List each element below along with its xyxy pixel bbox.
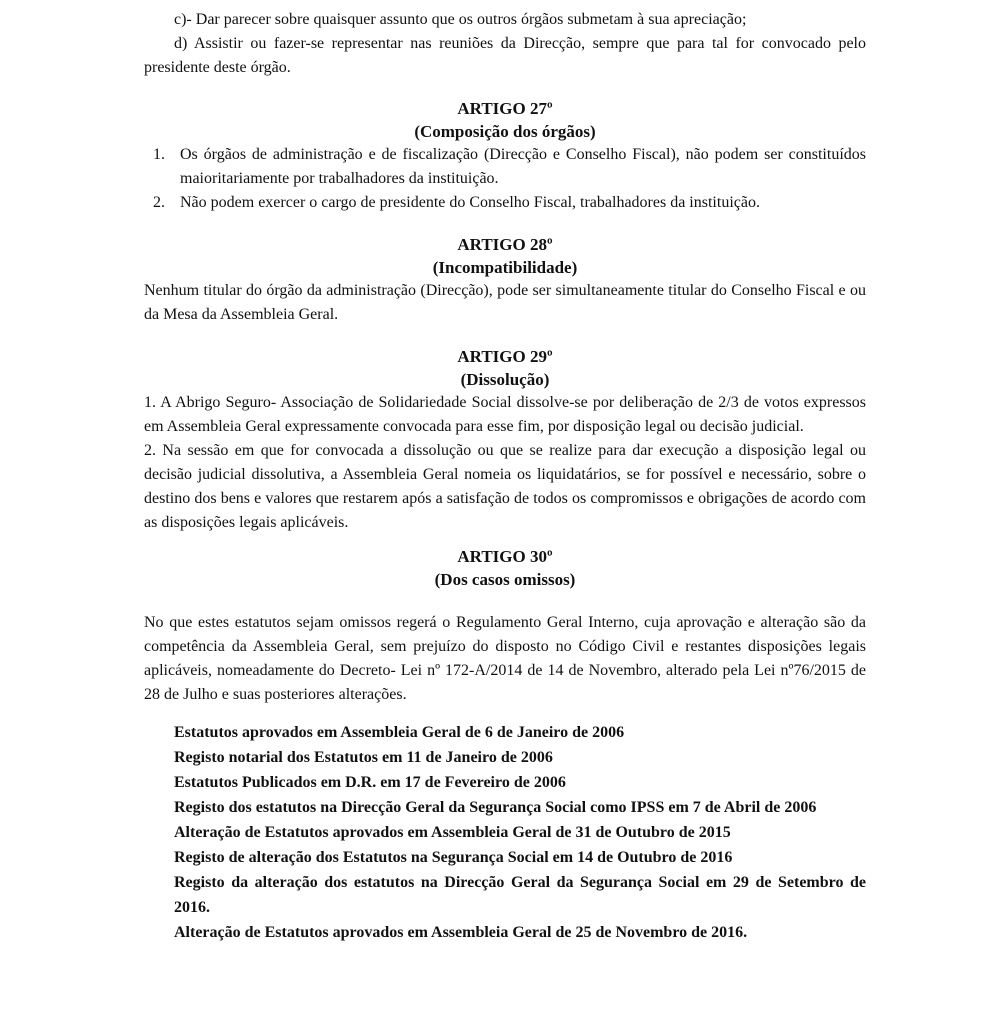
article-28-title: ARTIGO 28º: [457, 235, 553, 254]
article-30-subtitle: (Dos casos omissos): [434, 570, 576, 589]
article-30-section: [144, 545, 866, 707]
article-30-title: ARTIGO 30º: [457, 547, 553, 566]
article-27-subtitle: (Composição dos órgãos): [414, 122, 596, 141]
article-29-paragraph-2: 2. Na sessão em que for convocada a dissolução ou que se realize para dar execução a disposição legal ou decisão judicial dissolutiva, a Assembleia Geral nomeia os liquidatários, se for possível e necessário, sobre o destino dos bens e valores que restarem após a satisfação de todos os compromissos e obrigações de acordo com as disposições legais aplicáveis.: [144, 442, 866, 531]
article-28-paragraph: Nenhum titular do órgão da administração (Direcção), pode ser simultaneamente titular do Conselho Fiscal e ou da Mesa da Assembleia Geral.: [144, 282, 866, 323]
approval-record-item: Estatutos Publicados em D.R. em 17 de Fevereiro de 2006: [174, 774, 566, 791]
approval-record-item: Registo notarial dos Estatutos em 11 de Janeiro de 2006: [174, 749, 553, 766]
article-28-subtitle: (Incompatibilidade): [432, 258, 578, 277]
numbered-item-1: [144, 143, 866, 191]
article-29-title: ARTIGO 29º: [457, 347, 553, 366]
article-29-subtitle: (Dissolução): [460, 370, 550, 389]
article-27-title: ARTIGO 27º: [457, 99, 553, 118]
approval-record-item: Registo de alteração dos Estatutos na Segurança Social em 14 de Outubro de 2016: [174, 849, 733, 866]
item-text: Os órgãos de administração e de fiscalização (Direcção e Conselho Fiscal), não podem ser constituídos maioritariamente por trabalhadores da instituição.: [180, 146, 866, 187]
intro-clause-d: d) Assistir ou fazer-se representar nas reuniões da Direcção, sempre que para tal for convocado pelo presidente deste órgão.: [144, 35, 866, 76]
article-27-section: [144, 97, 866, 215]
item-number: 2.: [153, 194, 165, 211]
article-29-paragraph-1: 1. A Abrigo Seguro- Associação de Solidariedade Social dissolve-se por deliberação de 2/3 de votos expressos em Assembleia Geral expressamente convocada para esse fim, por disposição legal ou decisão judicial.: [144, 394, 866, 435]
intro-clause-c: c)- Dar parecer sobre quaisquer assunto que os outros órgãos submetam à sua apreciação;: [174, 11, 747, 28]
article-30-paragraph: No que estes estatutos sejam omissos regerá o Regulamento Geral Interno, cuja aprovação e alteração são da competência da Assembleia Geral, sem prejuízo do disposto no Código Civil e restantes disposições legais aplicáveis, nomeadamente do Decreto- Lei nº 172-A/2014 de 14 de Novembro, alterado pela Lei nº76/2015 de 28 de Julho e suas posteriores alterações.: [144, 614, 866, 703]
item-number: 1.: [153, 146, 165, 163]
numbered-item-2: [144, 191, 866, 215]
item-text: Não podem exercer o cargo de presidente do Conselho Fiscal, trabalhadores da instituição.: [180, 194, 760, 211]
approval-record-item: Estatutos aprovados em Assembleia Geral de 6 de Janeiro de 2006: [174, 724, 625, 741]
approval-record-item: Registo da alteração dos estatutos na Direcção Geral da Segurança Social em 29 de Setembro de 2016.: [174, 874, 866, 916]
approval-record-item: Alteração de Estatutos aprovados em Assembleia Geral de 25 de Novembro de 2016.: [174, 924, 748, 941]
article-29-section: [144, 345, 866, 535]
article-27-items: [144, 143, 866, 215]
article-28-section: [144, 233, 866, 327]
approval-records: [174, 720, 866, 945]
approval-record-item: Alteração de Estatutos aprovados em Assembleia Geral de 31 de Outubro de 2015: [174, 824, 731, 841]
approval-record-item: Registo dos estatutos na Direcção Geral da Segurança Social como IPSS em 7 de Abril de 2006: [174, 799, 817, 816]
